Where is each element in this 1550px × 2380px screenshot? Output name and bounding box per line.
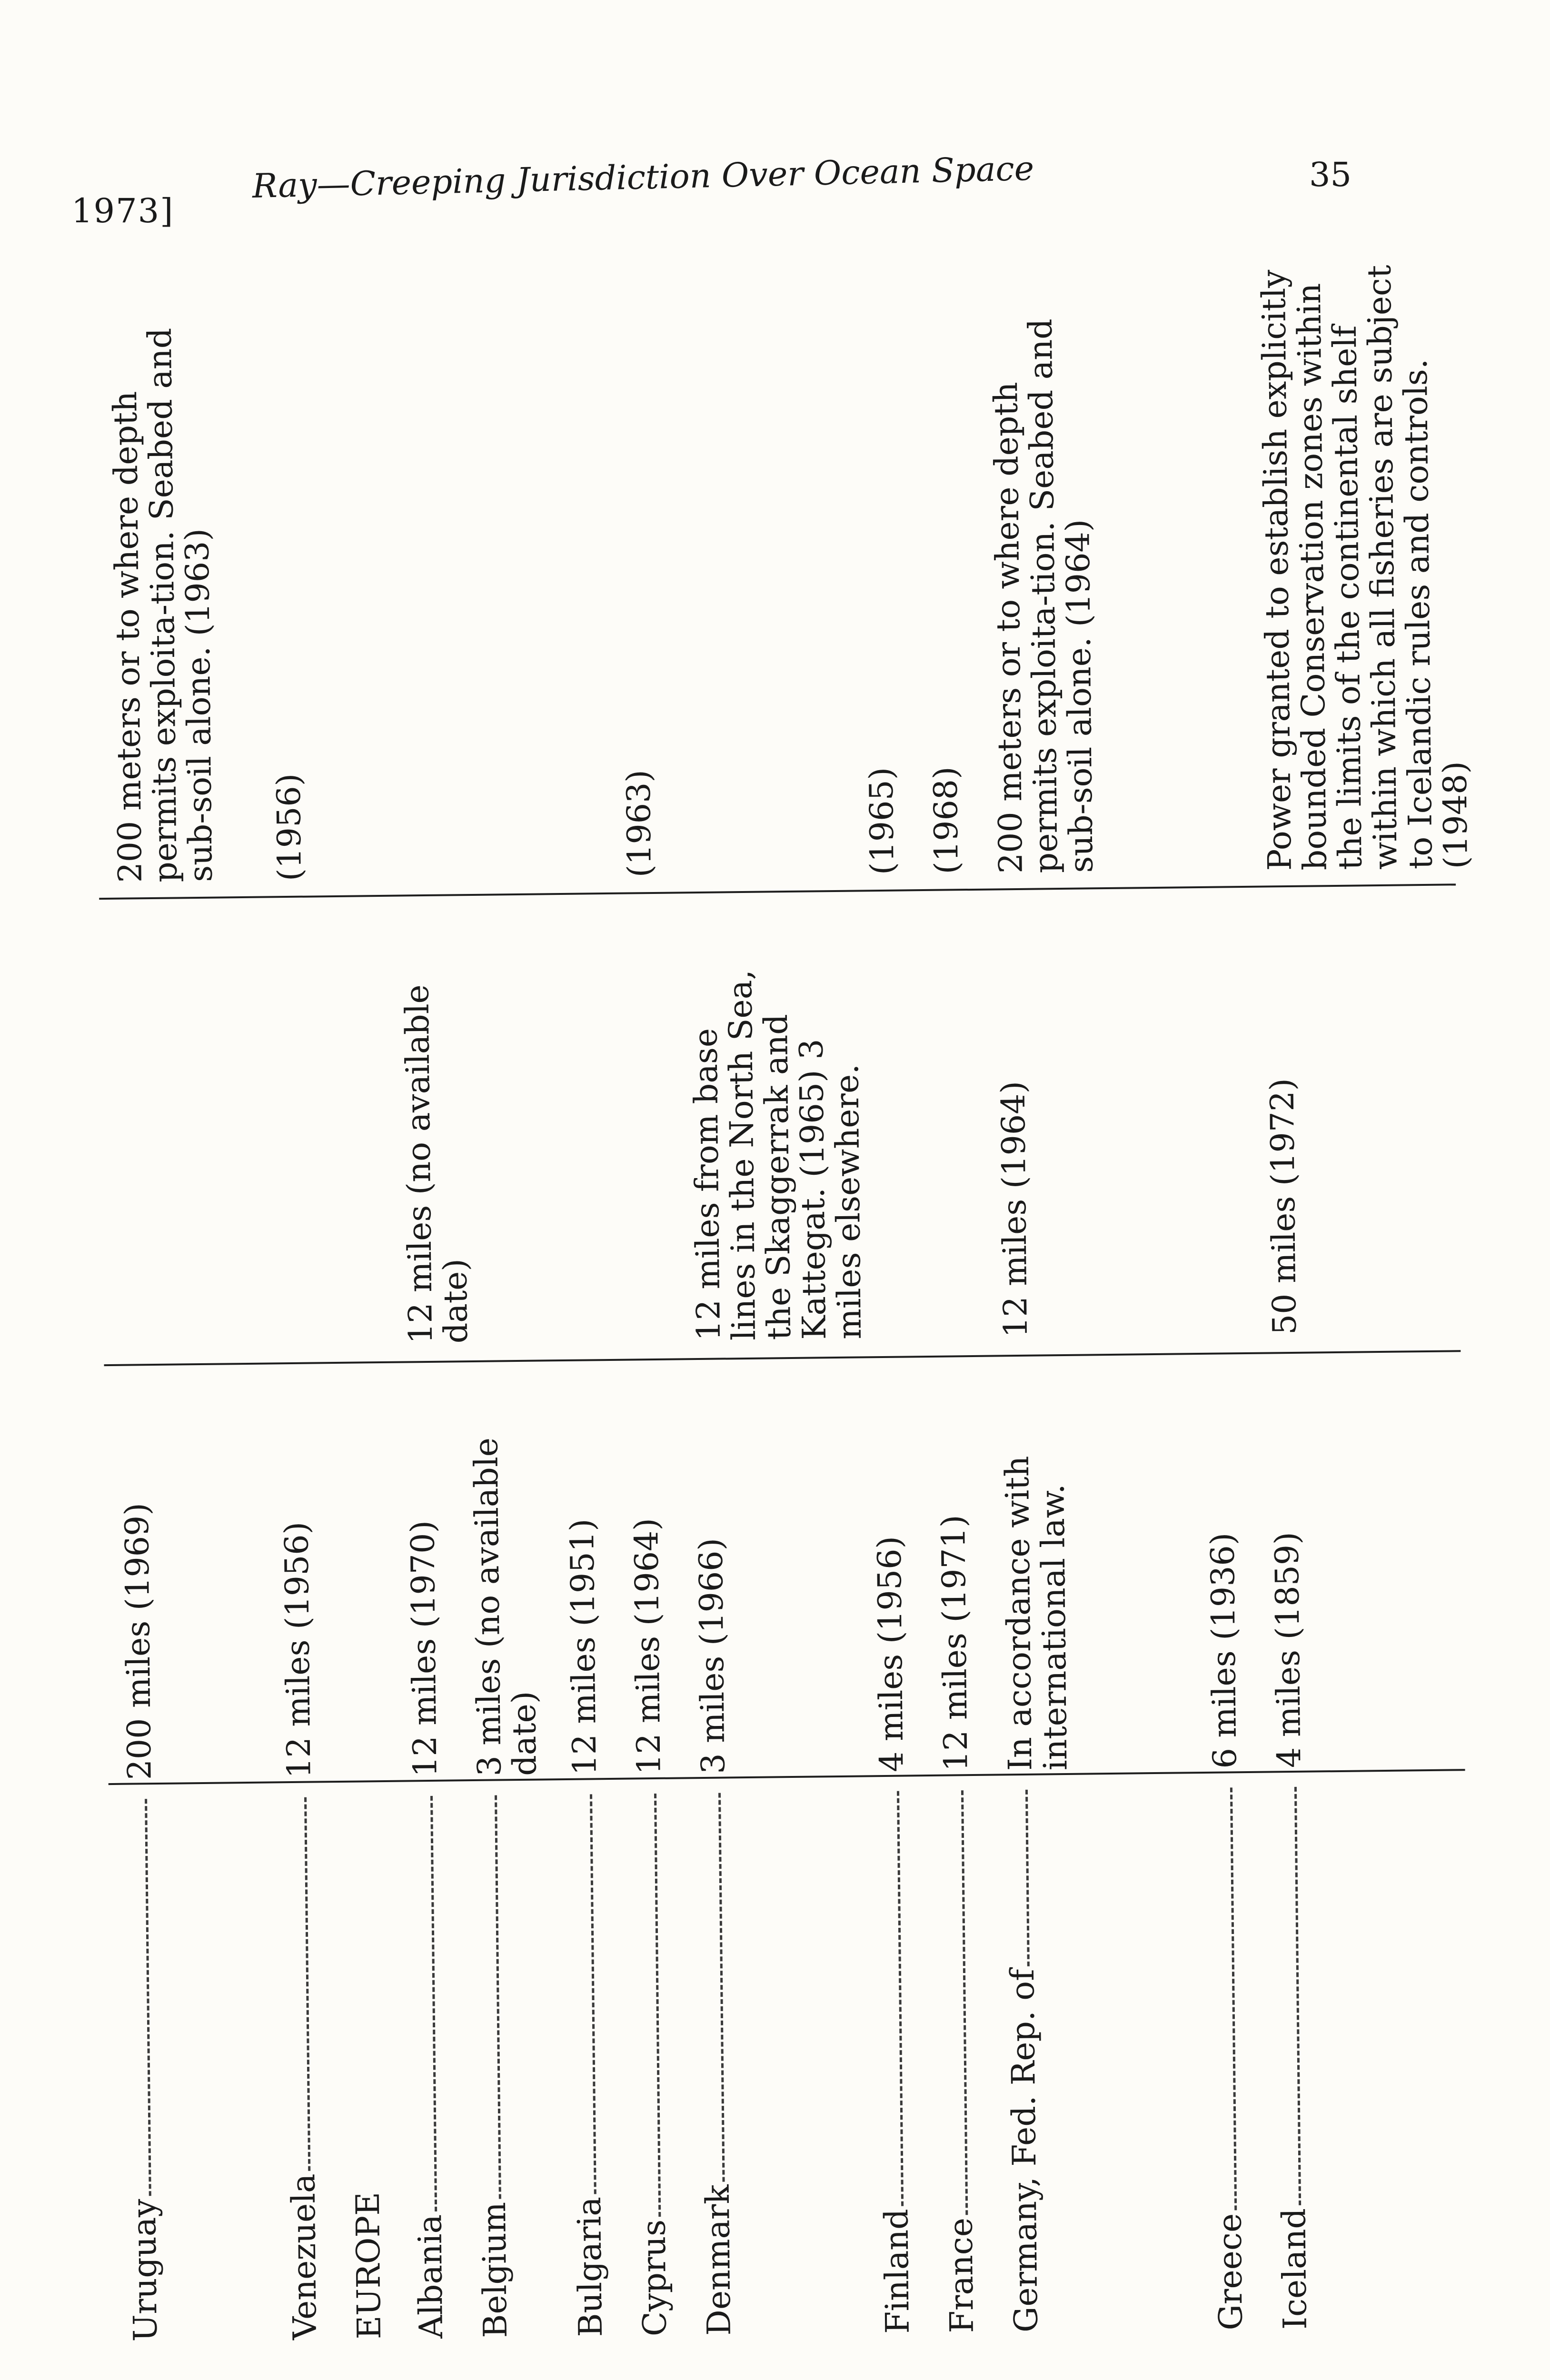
territorial-sea-cell: 12 miles (1964) <box>627 1517 668 1775</box>
territorial-sea-cell: 4 miles (1859) <box>1268 1531 1309 1768</box>
table-row <box>552 243 610 2337</box>
territorial-sea-cell: 12 miles (1951) <box>563 1518 604 1775</box>
page-number: 35 <box>1309 155 1352 194</box>
fisheries-zone-cell <box>114 957 119 1347</box>
continental-shelf-cell <box>1192 253 1199 872</box>
continental-shelf-cell <box>680 258 687 877</box>
continental-shelf-cell: (1968) <box>927 766 966 874</box>
table-row <box>107 248 220 2342</box>
leader-dots <box>1230 1787 1237 2210</box>
table-row <box>680 241 869 2336</box>
leader-dots <box>145 1799 151 2196</box>
leader-dots <box>1025 1790 1030 1966</box>
country-cell <box>282 1792 323 2340</box>
territorial-sea-cell: 6 miles (1936) <box>1204 1532 1244 1769</box>
jurisdiction-table <box>92 233 1475 2342</box>
country-cell <box>1272 1782 1313 2330</box>
territorial-sea-cell: 200 miles (1969) <box>118 1502 159 1780</box>
continental-shelf-cell <box>457 260 463 879</box>
leader-dots <box>1294 1787 1301 2205</box>
running-title: Ray—Creeping Jurisdiction Over Ocean Space <box>252 149 1034 206</box>
table-row <box>392 245 476 2339</box>
table-row <box>923 239 981 2333</box>
leader-dots <box>590 1794 596 2194</box>
leader-dots <box>495 1795 501 2199</box>
country-cell <box>939 1785 980 2333</box>
leader-dots <box>654 1794 661 2217</box>
country-cell <box>473 1790 514 2338</box>
continental-shelf-cell: 200 meters or to where depth permits exploita-tion. Seabed and sub-soil alone. (1964) <box>987 318 1101 874</box>
territorial-sea-cell: 12 miles (1971) <box>934 1515 975 1772</box>
territorial-sea-cell: 3 miles (1966) <box>692 1537 733 1775</box>
fisheries-zone-cell: 50 miles (1972) <box>1263 1078 1304 1335</box>
fisheries-zone-cell <box>1199 945 1203 1336</box>
leader-dots <box>897 1791 904 2206</box>
table-row <box>1255 236 1475 2330</box>
table-row <box>1192 236 1250 2330</box>
continental-shelf-cell: (1956) <box>270 773 309 882</box>
country-name: Denmark <box>699 2184 738 2336</box>
country-name: Venezuela <box>285 2173 324 2340</box>
table-row <box>266 246 324 2340</box>
fisheries-zone-cell <box>274 955 278 1345</box>
country-cell <box>875 1786 916 2334</box>
country-name: Germany, Fed. Rep. of <box>1004 1969 1045 2333</box>
territorial-sea-cell: 12 miles (1956) <box>278 1521 318 1779</box>
country-name: Finland <box>878 2209 917 2334</box>
continental-shelf-cell: (1963) <box>620 769 659 878</box>
country-cell <box>696 1788 737 2336</box>
page-year: 1973] <box>71 191 174 230</box>
leader-dots <box>430 1796 437 2211</box>
region-heading: EUROPE <box>349 2192 388 2340</box>
column-divider <box>99 883 1456 900</box>
table-row <box>616 242 674 2337</box>
continental-shelf-cell: (1965) <box>863 767 902 875</box>
country-name: Greece <box>1211 2213 1250 2330</box>
fisheries-zone-cell <box>559 952 563 1342</box>
territorial-sea-cell: In accordance with international law. <box>998 1456 1075 1771</box>
country-cell <box>123 1794 164 2342</box>
fisheries-zone-cell <box>930 948 934 1339</box>
leader-dots <box>718 1793 725 2182</box>
fisheries-zone-cell <box>623 952 627 1342</box>
country-name: Belgium <box>475 2202 515 2339</box>
continental-shelf-cell <box>552 259 558 878</box>
leader-dots <box>961 1790 968 2215</box>
country-name: France <box>942 2217 981 2333</box>
fisheries-zone-cell: 12 miles (no available date) <box>398 984 476 1344</box>
column-divider <box>104 1350 1461 1366</box>
continental-shelf-cell: Power granted to establish explicitly bounded Conservation zones within the limits of the continental shelf within which all fisheries are subject to Icelandic rules and controls. (1948) <box>1255 265 1475 871</box>
country-name: Uruguay <box>125 2199 165 2342</box>
fisheries-zone-cell: 12 miles (1964) <box>994 1081 1035 1338</box>
country-cell <box>632 1789 673 2337</box>
continental-shelf-cell <box>392 261 399 880</box>
territorial-sea-cell: 4 miles (1956) <box>871 1536 911 1773</box>
country-name: Iceland <box>1275 2208 1314 2330</box>
table-row <box>987 238 1101 2333</box>
country-name: Bulgaria <box>570 2196 610 2337</box>
territorial-sea-cell: 3 miles (no available date) <box>467 1437 544 1777</box>
country-cell <box>568 1789 609 2337</box>
fisheries-zone-cell: 12 miles from base lines in the North Sea, the Skaggerrak and Kattegat. (1965) 3 miles elsewhere. <box>687 969 869 1341</box>
country-cell <box>1004 1785 1044 2333</box>
country-name: Albania <box>411 2214 450 2339</box>
country-cell <box>408 1791 449 2339</box>
territorial-sea-cell: 12 miles (1970) <box>404 1520 445 1777</box>
leader-dots <box>304 1797 310 2171</box>
country-cell <box>1208 1783 1249 2330</box>
continental-shelf-cell: 200 meters or to where depth permits exploita-tion. Seabed and sub-soil alone. (1963) <box>107 327 220 883</box>
region-heading-row <box>330 245 388 2340</box>
country-name: Cyprus <box>635 2219 674 2337</box>
